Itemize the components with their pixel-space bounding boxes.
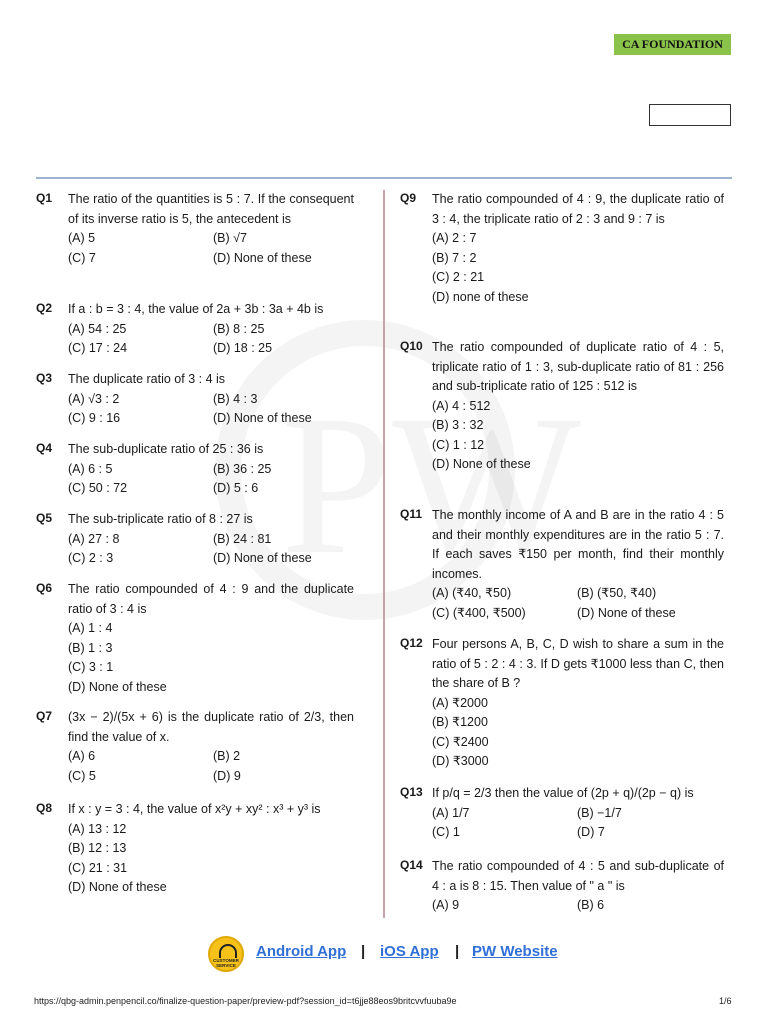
- question-text: The sub-triplicate ratio of 8 : 27 is: [68, 512, 253, 526]
- option-c[interactable]: (C) 17 : 24: [68, 341, 128, 355]
- question-number: Q8: [36, 801, 53, 815]
- question-q6: [36, 580, 354, 697]
- question-number: Q13: [400, 785, 423, 799]
- option-c[interactable]: (C) 5: [68, 768, 96, 783]
- option-b[interactable]: (B) (₹50, ₹40): [577, 586, 657, 600]
- question-text: The sub-duplicate ratio of 25 : 36 is: [68, 442, 264, 456]
- option-d[interactable]: (D) ₹3000: [432, 754, 489, 768]
- question-number: Q10: [400, 339, 423, 353]
- logo-text: CUSTOMER SERVICE: [213, 958, 239, 968]
- option-b[interactable]: (B) 36 : 25: [213, 461, 272, 476]
- question-text: The ratio compounded of 4 : 9 and the duplicate ratio of 3 : 4 is: [68, 582, 354, 616]
- option-c[interactable]: (C) 2 : 21: [432, 270, 485, 284]
- question-q11: [400, 506, 724, 623]
- question-q8: [36, 800, 354, 898]
- question-text: The ratio compounded of 4 : 5 and sub-duplicate of 4 : a is 8 : 15. Then value of " a " is: [432, 859, 724, 893]
- question-text: If p/q = 2/3 then the value of (2p + q)/(2p − q) is: [432, 786, 694, 800]
- option-b[interactable]: (B) −1/7: [577, 805, 622, 820]
- question-number: Q1: [36, 191, 53, 205]
- android-app-link[interactable]: Android App: [256, 943, 347, 960]
- option-b[interactable]: (B) 4 : 3: [213, 391, 258, 406]
- question-q4: [36, 440, 354, 499]
- option-a[interactable]: (A) 13 : 12: [68, 821, 127, 836]
- question-q12: [400, 635, 724, 772]
- option-a[interactable]: (A) √3 : 2: [68, 391, 120, 406]
- option-d[interactable]: (D) None of these: [68, 880, 167, 894]
- question-number: Q7: [36, 709, 53, 723]
- option-c[interactable]: (C) 9 : 16: [68, 411, 121, 425]
- option-b[interactable]: (B) 6: [577, 898, 605, 912]
- header-divider: [36, 177, 732, 179]
- option-d[interactable]: (D) 18 : 25: [213, 341, 273, 355]
- question-q5: [36, 510, 354, 569]
- option-a[interactable]: (A) 1/7: [432, 805, 470, 820]
- option-b[interactable]: (B) 7 : 2: [432, 250, 477, 265]
- option-b[interactable]: (B) 8 : 25: [213, 321, 265, 336]
- option-a[interactable]: (A) 4 : 512: [432, 398, 491, 413]
- column-divider: [383, 190, 385, 918]
- ios-app-link[interactable]: iOS App: [380, 943, 439, 960]
- link-separator: |: [361, 943, 366, 960]
- question-text: If x : y = 3 : 4, the value of x²y + xy² : x³ + y³ is: [68, 802, 321, 816]
- option-c[interactable]: (C) 50 : 72: [68, 481, 128, 495]
- option-d[interactable]: (D) 7: [577, 825, 605, 839]
- page-number: 1/6: [719, 996, 732, 1006]
- question-q9: [400, 190, 724, 307]
- option-a[interactable]: (A) ₹2000: [432, 695, 488, 710]
- question-text: Four persons A, B, C, D wish to share a sum in the ratio of 5 : 2 : 4 : 3. If D gets ₹1000 less than C, then the share of B ?: [432, 637, 724, 690]
- page-url: https://qbg-admin.penpencil.co/finalize-question-paper/preview-pdf?session_id=t6jje88eos9britcvvfuuba9e: [34, 996, 457, 1006]
- question-number: Q3: [36, 371, 53, 385]
- question-q13: [400, 784, 724, 843]
- option-a[interactable]: (A) 5: [68, 231, 96, 245]
- question-q2: [36, 300, 354, 359]
- option-b[interactable]: (B) 24 : 81: [213, 531, 272, 546]
- option-c[interactable]: (C) (₹400, ₹500): [432, 605, 526, 620]
- question-number: Q11: [400, 507, 423, 521]
- option-d[interactable]: (D) None of these: [68, 679, 167, 694]
- option-d[interactable]: (D) 9: [213, 768, 241, 783]
- question-number: Q5: [36, 511, 53, 525]
- question-q7: [36, 708, 354, 786]
- option-b[interactable]: (B) 12 : 13: [68, 841, 127, 855]
- option-b[interactable]: (B) 2: [213, 749, 241, 763]
- question-q3: [36, 370, 354, 429]
- option-d[interactable]: (D) None of these: [213, 250, 312, 265]
- option-b[interactable]: (B) 3 : 32: [432, 418, 484, 432]
- option-a[interactable]: (A) 1 : 4: [68, 621, 113, 635]
- question-text: If a : b = 3 : 4, the value of 2a + 3b : 3a + 4b is: [68, 302, 324, 316]
- option-d[interactable]: (D) none of these: [432, 289, 529, 304]
- question-number: Q14: [400, 858, 423, 872]
- option-d[interactable]: (D) None of these: [213, 551, 312, 565]
- option-a[interactable]: (A) 6: [68, 749, 96, 763]
- app-links-footer: [0, 936, 768, 970]
- question-number: Q9: [400, 191, 417, 205]
- question-number: Q4: [36, 441, 53, 455]
- question-q1: [36, 190, 354, 268]
- option-b[interactable]: (B) ₹1200: [432, 715, 488, 729]
- question-number: Q6: [36, 581, 53, 595]
- link-separator: |: [455, 943, 460, 960]
- question-text: The duplicate ratio of 3 : 4 is: [68, 372, 226, 386]
- option-c[interactable]: (C) 1: [432, 825, 460, 839]
- question-number: Q12: [400, 636, 423, 650]
- option-a[interactable]: (A) 9: [432, 898, 460, 912]
- option-a[interactable]: (A) 2 : 7: [432, 231, 477, 245]
- option-d[interactable]: (D) None of these: [213, 411, 312, 425]
- option-a[interactable]: (A) 27 : 8: [68, 531, 120, 546]
- option-c[interactable]: (C) 21 : 31: [68, 860, 128, 875]
- option-c[interactable]: (C) 1 : 12: [432, 437, 485, 452]
- option-b[interactable]: (B) √7: [213, 231, 247, 245]
- question-text: The monthly income of A and B are in the ratio 4 : 5 and their monthly expenditures are in the ratio 5 : 7. If each saves ₹150 per month, find their monthly incomes.: [432, 508, 724, 581]
- option-c[interactable]: (C) 7: [68, 250, 96, 265]
- question-text: The ratio compounded of duplicate ratio of 4 : 5, triplicate ratio of 1 : 3, sub-duplicate ratio of 81 : 256 and sub-triplicate ratio of 125 : 512 is: [432, 340, 724, 393]
- option-d[interactable]: (D) 5 : 6: [213, 481, 259, 495]
- course-badge: CA FOUNDATION: [614, 34, 731, 55]
- option-c[interactable]: (C) 2 : 3: [68, 551, 114, 565]
- option-a[interactable]: (A) 6 : 5: [68, 461, 113, 476]
- option-d[interactable]: (D) None of these: [432, 457, 531, 471]
- question-q14: [400, 857, 724, 916]
- pw-website-link[interactable]: PW Website: [472, 943, 558, 960]
- question-number: Q2: [36, 301, 53, 315]
- question-text: The ratio compounded of 4 : 9, the duplicate ratio of 3 : 4, the triplicate ratio of 2 : 3 and 9 : 7 is: [432, 192, 724, 226]
- question-text: (3x − 2)/(5x + 6) is the duplicate ratio of 2/3, then find the value of x.: [68, 710, 354, 744]
- option-d[interactable]: (D) None of these: [577, 605, 676, 620]
- option-a[interactable]: (A) (₹40, ₹50): [432, 586, 512, 600]
- question-text: The ratio of the quantities is 5 : 7. If the consequent of its inverse ratio is 5, the antecedent is: [68, 192, 354, 226]
- option-a[interactable]: (A) 54 : 25: [68, 321, 127, 336]
- option-b[interactable]: (B) 1 : 3: [68, 640, 113, 655]
- customer-service-logo: [208, 936, 244, 972]
- roll-number-box: [649, 104, 731, 126]
- question-q10: [400, 338, 724, 475]
- headset-icon: [219, 944, 237, 958]
- option-c[interactable]: (C) ₹2400: [432, 734, 489, 749]
- option-c[interactable]: (C) 3 : 1: [68, 660, 114, 674]
